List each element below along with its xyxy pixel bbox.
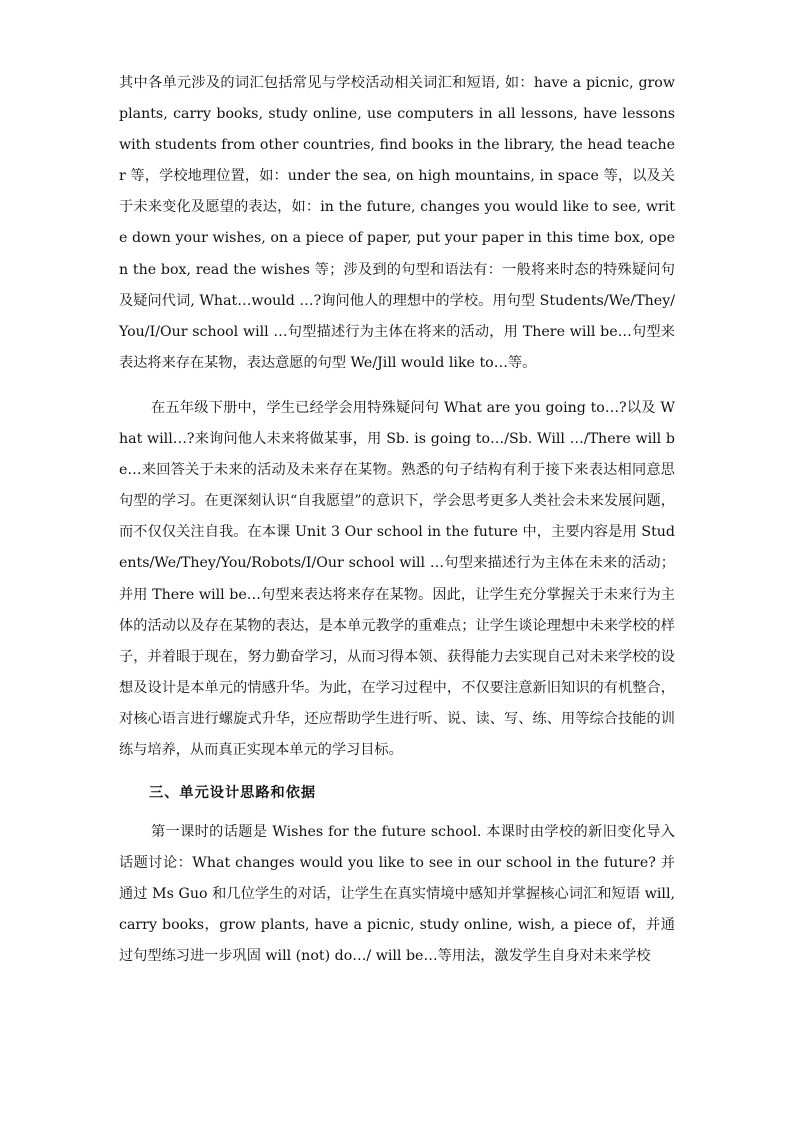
paragraph-vocabulary: 其中各单元涉及的词汇包括常见与学校活动相关词汇和短语, 如：have a picnic, grow plants, carry books, study online, use computers in all lessons, have lessons with students from other countries, find books in the library, the head teacher 等，学校地理位置，如：under the sea, on high mountains, in space 等，以及关于未来变化及愿望的表达，如：in the future, changes you would like to see, write down your wishes, on a piece of paper, put your paper in this time box, open the box, read the wishes 等；涉及到的句型和语法有：一般将来时态的特殊疑问句及疑问代词, What…would …?询问他人的理想中的学校。用句型 Students/We/They/You/I/Our school will …句型描述行为主体在将来的活动，用 There will be…句型来表达将来存在某物，表达意愿的句型 We/Jill would like to…等。: [119, 75, 675, 371]
paragraph-grade-five: 在五年级下册中，学生已经学会用特殊疑问句 What are you going to…?以及 What will…?来询问他人未来将做某事，用 Sb. is going to…/Sb. Will …/There will be…来回答关于未来的活动及未来存在某物。熟悉的句子结构有利于接下来表达相同意思句型的学习。在更深刻认识“自我愿望”的意识下，学会思考更多人类社会未来发展问题，而不仅仅关注自我。在本课 Unit 3 Our school in the future 中，主要内容是用 Students/We/They/You/Robots/I/Our school will …句型来描述行为主体在未来的活动；并用 There will be…句型来表达将来存在某物。因此，让学生充分掌握关于未来行为主体的活动以及存在某物的表达，是本单元教学的重难点；让学生谈论理想中未来学校的样子，并着眼于现在，努力勤奋学习，从而习得本领、获得能力去实现自己对未来学校的设想及设计是本单元的情感升华。为此，在学习过程中，不仅要注意新旧知识的有机整合，对核心语言进行螺旋式升华，还应帮助学生进行听、说、读、写、练、用等综合技能的训练与培养，从而真正实现本单元的学习目标。: [119, 399, 675, 758]
paragraph-first-lesson: 第一课时的话题是 Wishes for the future school. 本课时由学校的新旧变化导入话题讨论：What changes would you like to see in our school in the future? 并通过 Ms Guo 和几位学生的对话，让学生在真实情境中感知并掌握核心词汇和短语 will, carry books，grow plants, have a picnic, study online, wish, a piece of，并通过句型练习进一步巩固 will (not) do…/ will be…等用法，激发学生自身对未来学校: [119, 824, 675, 965]
section-heading: 三、单元设计思路和依据: [149, 785, 317, 802]
paragraph-spacer: [119, 379, 675, 393]
paragraph-spacer: [119, 766, 675, 778]
document-page: [119, 68, 675, 973]
paragraph-spacer: [119, 809, 675, 817]
